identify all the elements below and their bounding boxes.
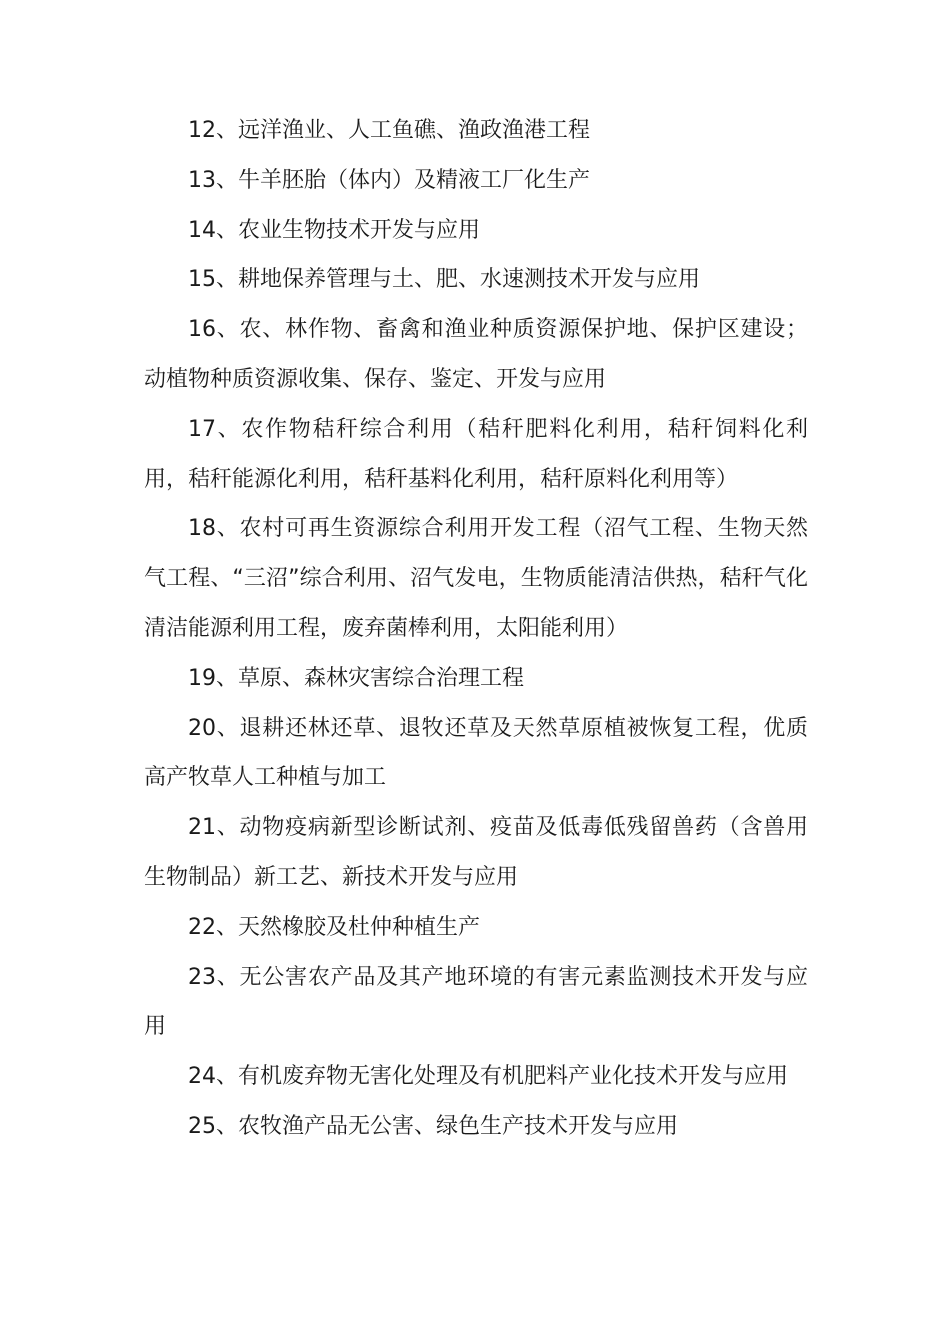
list-item-19: 19、草原、森林灾害综合治理工程	[188, 665, 524, 691]
list-item-20: 20、退耕还林还草、退牧还草及天然草原植被恢复工程，优质高产牧草人工种植与加工	[144, 715, 808, 791]
list-item-22: 22、天然橡胶及杜仲种植生产	[188, 914, 480, 940]
list-item-15: 15、耕地保养管理与土、肥、水速测技术开发与应用	[188, 267, 700, 293]
list-item-18: 18、农村可再生资源综合利用开发工程（沼气工程、生物天然气工程、“三沼”综合利用、沼气发电，生物质能清洁供热，秸秆气化清洁能源利用工程，废弃菌棒利用，太阳能利用）	[144, 516, 808, 641]
list-item-12: 12、远洋渔业、人工鱼礁、渔政渔港工程	[188, 118, 590, 143]
document-body	[144, 106, 808, 1152]
list-item-16: 16、农、林作物、畜禽和渔业种质资源保护地、保护区建设；动植物种质资源收集、保存、鉴定、开发与应用	[144, 317, 808, 392]
list-item-23: 23、无公害农产品及其产地环境的有害元素监测技术开发与应用	[144, 964, 808, 1040]
list-item-21: 21、动物疫病新型诊断试剂、疫苗及低毒低残留兽药（含兽用生物制品）新工艺、新技术开发与应用	[144, 815, 808, 890]
list-item-25: 25、农牧渔产品无公害、绿色生产技术开发与应用	[188, 1113, 678, 1139]
list-item-14: 14、农业生物技术开发与应用	[188, 217, 480, 243]
list-item-13: 13、牛羊胚胎（体内）及精液工厂化生产	[188, 167, 590, 193]
list-item-24: 24、有机废弃物无害化处理及有机肥料产业化技术开发与应用	[188, 1064, 788, 1090]
list-item-17: 17、农作物秸秆综合利用（秸秆肥料化利用，秸秆饲料化利用，秸秆能源化利用，秸秆基料化利用，秸秆原料化利用等）	[144, 416, 808, 492]
